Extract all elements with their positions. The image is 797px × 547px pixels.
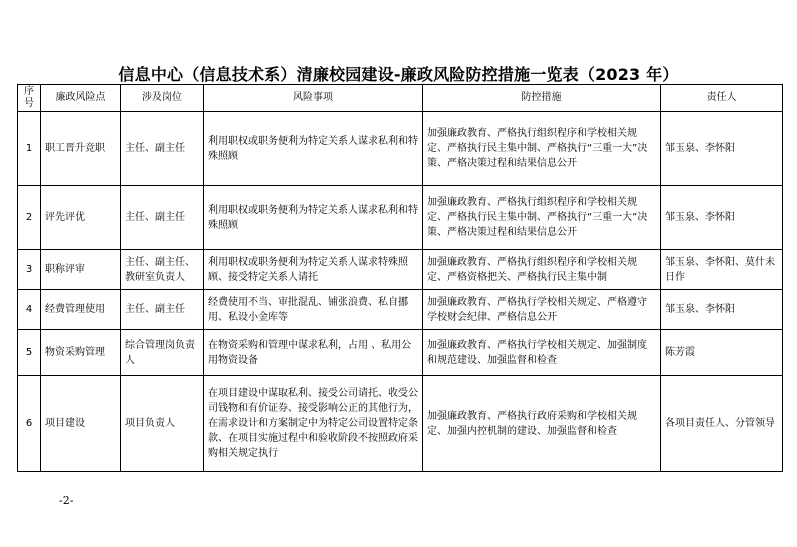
row-risk-item: 利用职权或职务便利为特定关系人谋求私利和特殊照顾 [204, 112, 423, 186]
row-seq: 6 [18, 376, 41, 472]
row-post: 项目负责人 [121, 376, 204, 472]
row-risk-item: 在物资采购和管理中谋求私利，占用 、私用公用物资设备 [204, 330, 423, 376]
page-number: -2- [59, 494, 74, 507]
row-person: 邹玉泉、李怀阳 [661, 112, 783, 186]
row-seq: 5 [18, 330, 41, 376]
row-risk-item: 利用职权或职务便利为特定关系人谋求私利和特殊照顾 [204, 186, 423, 250]
row-measure: 加强廉政教育、严格执行学校相关规定、严格遵守学校财会纪律、严格信息公开 [423, 290, 661, 330]
row-post: 综合管理岗负责人 [121, 330, 204, 376]
row-post: 主任、副主任 [121, 186, 204, 250]
row-risk-point: 职称评审 [41, 250, 121, 290]
row-measure: 加强廉政教育、严格执行组织程序和学校相关规定、严格资格把关、严格执行民主集中制 [423, 250, 661, 290]
row-post: 主任、副主任 [121, 290, 204, 330]
risk-table [17, 84, 783, 472]
row-seq: 1 [18, 112, 41, 186]
row-post: 主任、副主任、教研室负责人 [121, 250, 204, 290]
row-risk-point: 项目建设 [41, 376, 121, 472]
row-risk-point: 职工晋升竞职 [41, 112, 121, 186]
row-measure: 加强廉政教育、严格执行组织程序和学校相关规定、严格执行民主集中制、严格执行“三重一大”决策、严格决策过程和结果信息公开 [423, 112, 661, 186]
row-person: 邹玉泉、李怀阳 [661, 186, 783, 250]
header-risk-point: 廉政风险点 [41, 85, 121, 112]
row-seq: 3 [18, 250, 41, 290]
row-person: 邹玉泉、李怀阳 [661, 290, 783, 330]
header-measure: 防控措施 [423, 85, 661, 112]
page-title: 信息中心（信息技术系）清廉校园建设-廉政风险防控措施一览表（2023 年） [118, 65, 679, 84]
header-post: 涉及岗位 [121, 85, 204, 112]
row-measure: 加强廉政教育、严格执行组织程序和学校相关规定、严格执行民主集中制、严格执行“三重一大”决策、严格决策过程和结果信息公开 [423, 186, 661, 250]
row-person: 邹玉泉、李怀阳、莫什未日作 [661, 250, 783, 290]
table-row [18, 290, 783, 330]
header-risk-item: 风险事项 [204, 85, 423, 112]
header-person: 责任人 [661, 85, 783, 112]
row-seq: 2 [18, 186, 41, 250]
row-measure: 加强廉政教育、严格执行学校相关规定、加强制度和规范建设、加强监督和检查 [423, 330, 661, 376]
row-person: 各项目责任人、分管领导 [661, 376, 783, 472]
header-seq: 序号 [18, 85, 41, 112]
table-row [18, 250, 783, 290]
table-row [18, 376, 783, 472]
row-risk-item: 在项目建设中谋取私利、接受公司请托、收受公司钱物和有价证券、接受影响公正的其他行为，在需求设计和方案制定中为特定公司设置特定条款、在项目实施过程中和验收阶段不按照政府采购相关规定执行 [204, 376, 423, 472]
row-person: 陈芳霞 [661, 330, 783, 376]
row-risk-item: 利用职权或职务便利为特定关系人谋求特殊照顾、接受特定关系人请托 [204, 250, 423, 290]
row-measure: 加强廉政教育、严格执行政府采购和学校相关规定、加强内控机制的建设、加强监督和检查 [423, 376, 661, 472]
table-row [18, 186, 783, 250]
row-post: 主任、副主任 [121, 112, 204, 186]
row-risk-point: 评先评优 [41, 186, 121, 250]
row-risk-point: 物资采购管理 [41, 330, 121, 376]
table-header-row [18, 85, 783, 112]
table-row [18, 330, 783, 376]
row-seq: 4 [18, 290, 41, 330]
row-risk-item: 经费使用不当、审批混乱、铺张浪费、私自挪用、私设小金库等 [204, 290, 423, 330]
table-row [18, 112, 783, 186]
row-risk-point: 经费管理使用 [41, 290, 121, 330]
